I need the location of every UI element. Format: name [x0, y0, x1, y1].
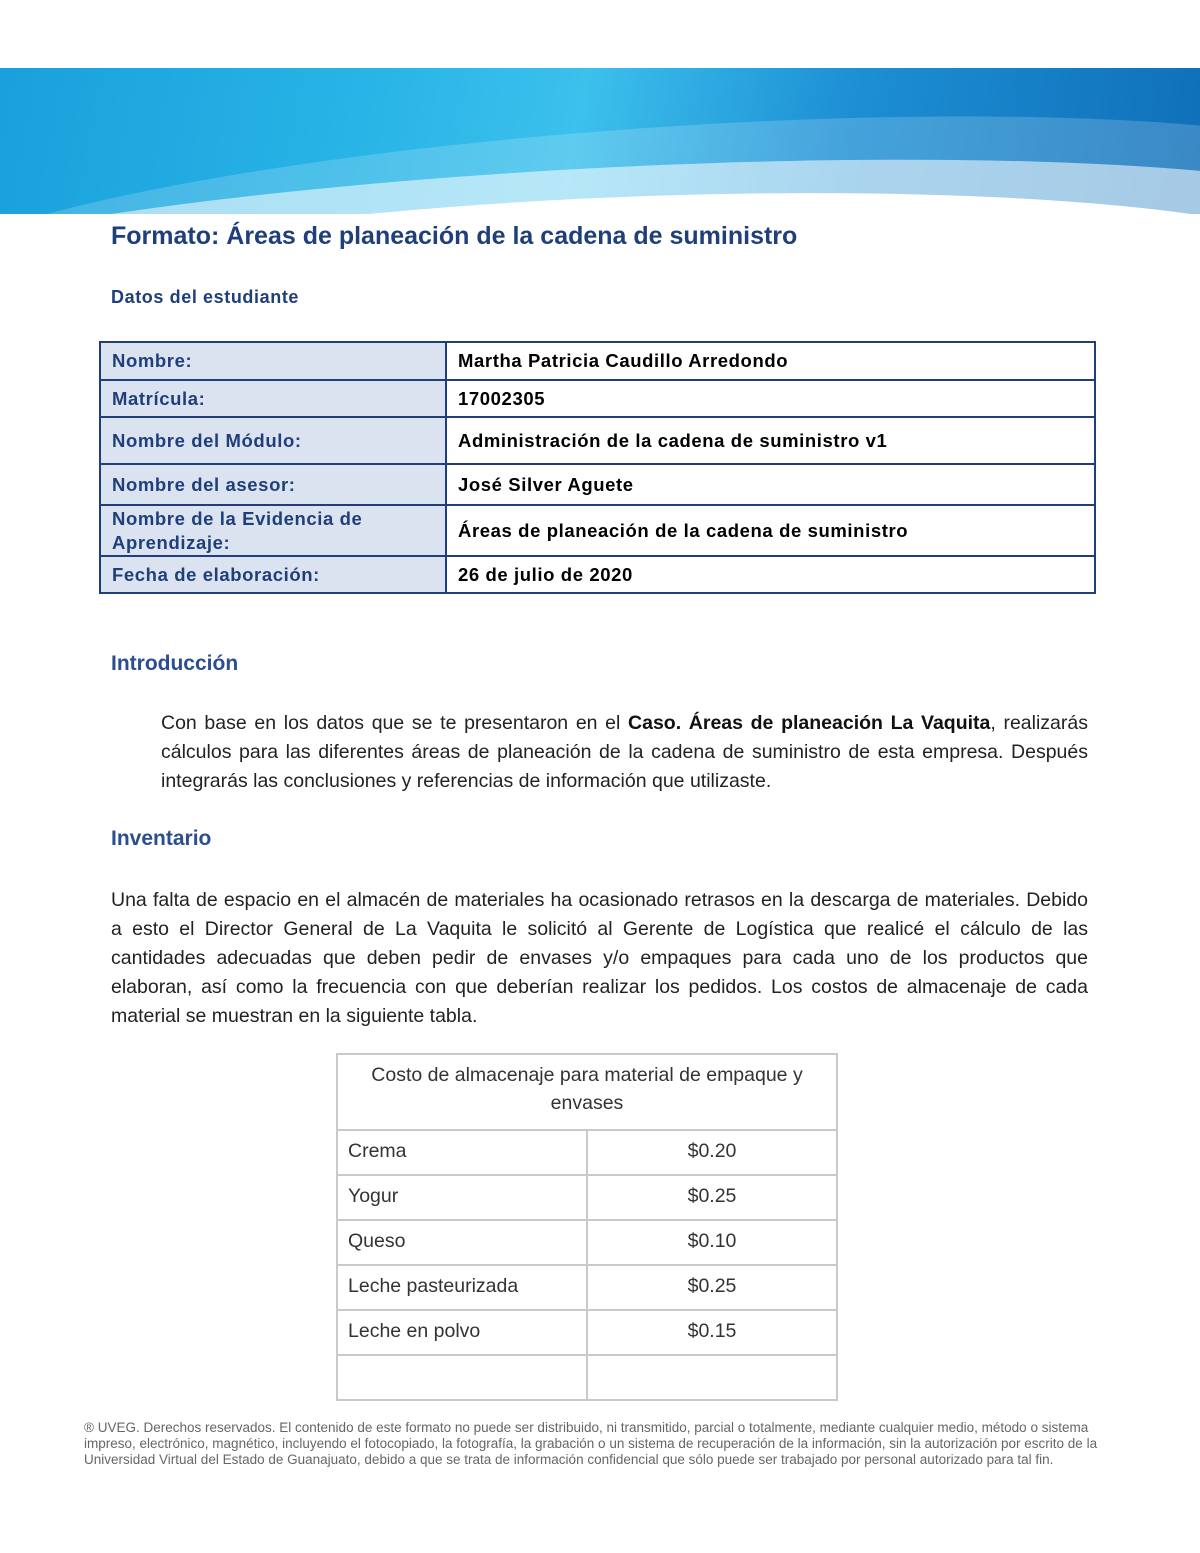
row-label: Nombre: [100, 342, 446, 380]
material-cell: Queso [337, 1220, 587, 1265]
row-value: Áreas de planeación de la cadena de suministro [446, 505, 1095, 556]
header-banner [0, 68, 1200, 214]
table-row [100, 464, 1095, 505]
inventory-paragraph: Una falta de espacio en el almacén de materiales ha ocasionado retrasos en la descarga de materiales. Debido a esto el Director General de La Vaquita le solicitó al Gerente de Logística que realicé el cálculo de las cantidades adecuadas que deben pedir de envases y/o empaques para cada uno de los productos que elaboran, así como la frecuencia con que deberían realizar los pedidos. Los costos de almacenaje de cada material se muestran en la siguiente tabla. [111, 889, 1088, 1027]
table-header-row [337, 1054, 837, 1130]
cost-cell: $0.20 [587, 1130, 837, 1175]
cost-cell [587, 1355, 837, 1400]
case-name: Caso. Áreas de planeación La Vaquita [628, 712, 991, 734]
document-title: Formato: Áreas de planeación de la cadena de suministro [111, 222, 798, 250]
row-label: Nombre del Módulo: [100, 417, 446, 464]
row-label: Nombre de la Evidencia de Aprendizaje: [100, 505, 446, 556]
material-cell [337, 1355, 587, 1400]
row-value: José Silver Aguete [446, 464, 1095, 505]
row-value: Administración de la cadena de suministro v1 [446, 417, 1095, 464]
table-row [337, 1175, 837, 1220]
row-label: Matrícula: [100, 380, 446, 417]
student-data-heading: Datos del estudiante [111, 287, 300, 307]
row-label: Nombre del asesor: [100, 464, 446, 505]
material-cell: Crema [337, 1130, 587, 1175]
table-row [337, 1355, 837, 1400]
intro-heading: Introducción [111, 652, 239, 675]
table-row [337, 1310, 837, 1355]
intro-paragraph [161, 709, 1088, 796]
cost-cell: $0.25 [587, 1265, 837, 1310]
table-row [100, 505, 1095, 556]
inventory-heading: Inventario [111, 827, 212, 850]
copyright-footer: ® UVEG. Derechos reservados. El contenido de este formato no puede ser distribuido, ni transmitido, parcial o totalmente, mediante cualquier medio, método o sistema impreso, electrónico, magnético, incluyendo el fotocopiado, la fotografía, la grabación o un sistema de recuperación de la información, sin la autorización por escrito de la Universidad Virtual del Estado de Guanajuato, debido a que se trata de información confidencial que sólo puede ser trabajado por personal autorizado para tal fin. [84, 1420, 1098, 1467]
cost-cell: $0.10 [587, 1220, 837, 1265]
student-data-table [99, 341, 1096, 594]
row-value: 26 de julio de 2020 [446, 556, 1095, 593]
row-value: 17002305 [446, 380, 1095, 417]
material-cell: Leche en polvo [337, 1310, 587, 1355]
table-row [100, 556, 1095, 593]
table-row [337, 1130, 837, 1175]
table-row [100, 417, 1095, 464]
intro-text-after: , realizarás cálculos para las diferentes áreas de planeación de la cadena de suministro de esta empresa. Después integrarás las conclusiones y referencias de información que utilizaste. [161, 712, 1088, 792]
row-value: Martha Patricia Caudillo Arredondo [446, 342, 1095, 380]
table-row [337, 1220, 837, 1265]
cost-cell: $0.25 [587, 1175, 837, 1220]
cost-cell: $0.15 [587, 1310, 837, 1355]
table-row [100, 342, 1095, 380]
table-row [100, 380, 1095, 417]
table-row [337, 1265, 837, 1310]
table-header: Costo de almacenaje para material de empaque y envases [337, 1054, 837, 1130]
storage-cost-table [336, 1053, 838, 1401]
material-cell: Yogur [337, 1175, 587, 1220]
intro-text-before: Con base en los datos que se te presentaron en el [161, 712, 629, 734]
material-cell: Leche pasteurizada [337, 1265, 587, 1310]
row-label: Fecha de elaboración: [100, 556, 446, 593]
